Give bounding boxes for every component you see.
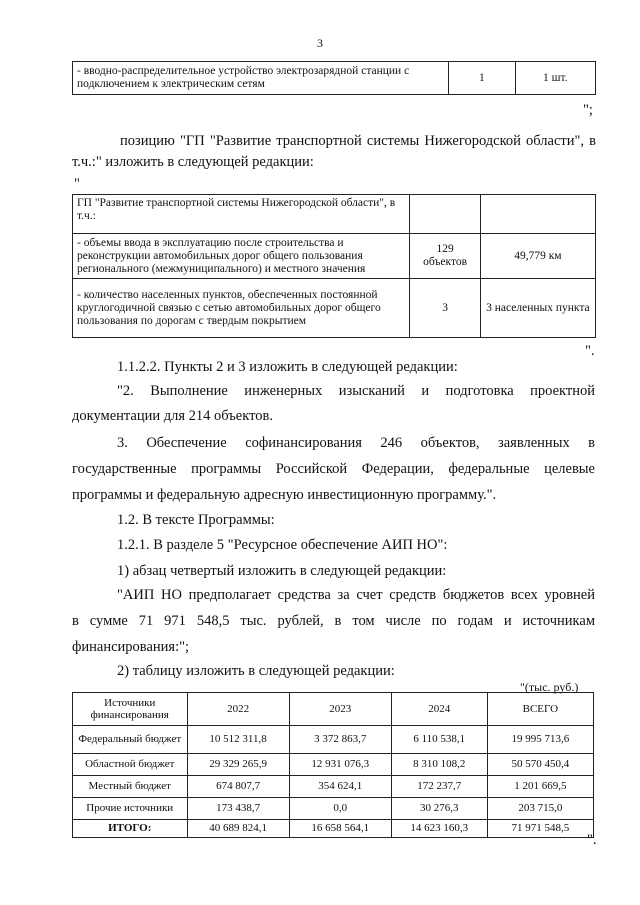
row-unit: 49,779 км	[480, 234, 595, 279]
cell-value: 0,0	[289, 798, 391, 820]
table-row	[73, 62, 596, 95]
paragraph-1-1-2-2: 1.1.2.2. Пункты 2 и 3 изложить в следующей редакции:	[117, 359, 458, 375]
row-quantity	[410, 195, 480, 234]
header-2024: 2024	[391, 693, 487, 726]
cell-value: 354 624,1	[289, 776, 391, 798]
cell-value: 19 995 713,6	[487, 726, 593, 754]
cell-value: 172 237,7	[391, 776, 487, 798]
table-row	[73, 726, 594, 754]
close-quote-3: ".	[587, 832, 597, 848]
paragraph-position: позицию "ГП "Развитие транспортной системы Нижегородской области", в т.ч.:" изложить в следующей редакции:	[72, 133, 596, 170]
cell-total-value: 71 971 548,5	[487, 820, 593, 838]
table-row	[73, 798, 594, 820]
row-quantity: 3	[410, 279, 480, 338]
paragraph-1-2-1: 1.2.1. В разделе 5 "Ресурсное обеспечение АИП НО":	[117, 537, 448, 553]
paragraph-item2-line1: "2. Выполнение инженерных изысканий и подготовка проектной	[117, 383, 595, 399]
paragraph-1-2: 1.2. В тексте Программы:	[117, 512, 275, 528]
paragraph-aip-line2: в сумме 71 971 548,5 тыс. рублей, в том числе по годам и источникам	[72, 613, 595, 629]
close-quote-1: ";	[583, 102, 593, 118]
row-unit	[480, 195, 595, 234]
row-quantity: 129 объектов	[410, 234, 480, 279]
row-description: - вводно-распределительное устройство электрозарядной станции с подключением к электрическим сетям	[73, 62, 449, 95]
table-row	[73, 776, 594, 798]
page-number: 3	[317, 36, 323, 50]
cell-source: Областной бюджет	[73, 754, 188, 776]
units-note: "(тыс. руб.)	[520, 680, 579, 694]
paragraph-item3-line3: программы и федеральную адресную инвестиционную программу.".	[72, 487, 497, 503]
financing-table	[72, 692, 594, 838]
cell-value: 203 715,0	[487, 798, 593, 820]
row-quantity: 1	[449, 62, 515, 95]
paragraph-table: 2) таблицу изложить в следующей редакции:	[117, 663, 395, 679]
open-quote: "	[74, 176, 80, 192]
paragraph-aip-line1: "АИП НО предполагает средства за счет средств бюджетов всех уровней	[117, 587, 595, 603]
table-objects-charging	[72, 61, 596, 95]
header-sources: Источники финансирования	[73, 693, 188, 726]
close-quote-2: ".	[585, 343, 595, 359]
cell-total-value: 40 689 824,1	[187, 820, 289, 838]
cell-value: 12 931 076,3	[289, 754, 391, 776]
table-row	[73, 754, 594, 776]
cell-total-value: 14 623 160,3	[391, 820, 487, 838]
table-total-row	[73, 820, 594, 838]
cell-value: 674 807,7	[187, 776, 289, 798]
cell-value: 50 570 450,4	[487, 754, 593, 776]
paragraph-aip-line3: финансирования:";	[72, 639, 190, 655]
paragraph-item2-line2: документации для 214 объектов.	[72, 408, 273, 424]
cell-source: Прочие источники	[73, 798, 188, 820]
table-row	[73, 195, 596, 234]
row-description: - количество населенных пунктов, обеспеченных постоянной круглогодичной связью с сетью автомобильных дорог общего пользования по дорогам с твердым покрытием	[73, 279, 410, 338]
row-description: - объемы ввода в эксплуатацию после строительства и реконструкции автомобильных дорог общего пользования регионального (межмуниципального) и местного значения	[73, 234, 410, 279]
cell-value: 30 276,3	[391, 798, 487, 820]
table-gp-transport	[72, 194, 596, 338]
cell-source: Местный бюджет	[73, 776, 188, 798]
cell-source: Федеральный бюджет	[73, 726, 188, 754]
paragraph-item3-line1: 3. Обеспечение софинансирования 246 объектов, заявленных в	[117, 435, 595, 451]
header-2023: 2023	[289, 693, 391, 726]
cell-value: 8 310 108,2	[391, 754, 487, 776]
paragraph-item3-line2: государственные программы Российской Федерации, федеральные целевые	[72, 461, 595, 477]
cell-value: 6 110 538,1	[391, 726, 487, 754]
cell-value: 29 329 265,9	[187, 754, 289, 776]
cell-value: 3 372 863,7	[289, 726, 391, 754]
header-2022: 2022	[187, 693, 289, 726]
table-row	[73, 279, 596, 338]
cell-value: 1 201 669,5	[487, 776, 593, 798]
cell-total-label: ИТОГО:	[73, 820, 188, 838]
cell-total-value: 16 658 564,1	[289, 820, 391, 838]
table-row	[73, 234, 596, 279]
header-total: ВСЕГО	[487, 693, 593, 726]
table-header-row	[73, 693, 594, 726]
row-unit: 3 населенных пункта	[480, 279, 595, 338]
cell-value: 10 512 311,8	[187, 726, 289, 754]
cell-value: 173 438,7	[187, 798, 289, 820]
row-description: ГП "Развитие транспортной системы Нижегородской области", в т.ч.:	[73, 195, 410, 234]
paragraph-abzac: 1) абзац четвертый изложить в следующей редакции:	[117, 563, 447, 579]
row-unit: 1 шт.	[515, 62, 595, 95]
